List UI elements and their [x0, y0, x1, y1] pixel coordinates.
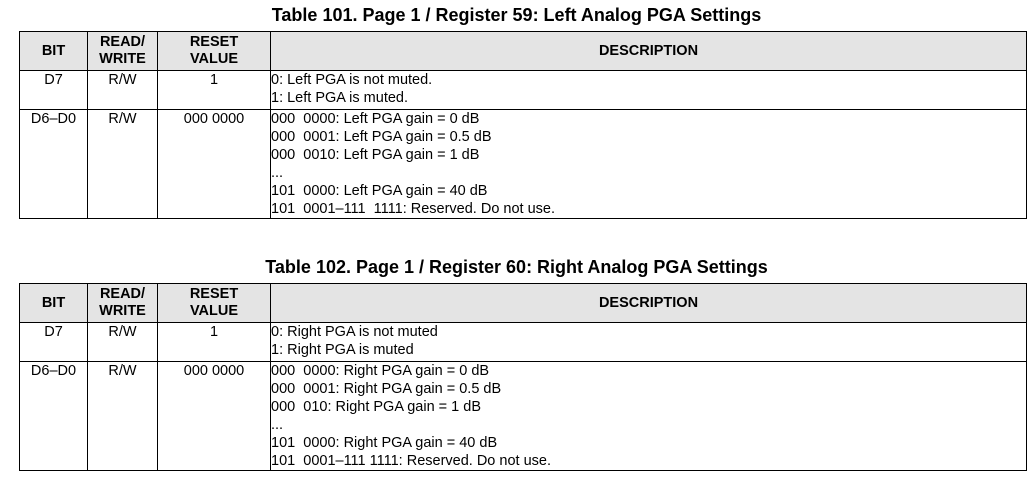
- bit-cell: D6–D0: [20, 362, 88, 471]
- header-read-write: READ/ WRITE: [88, 284, 158, 323]
- description-cell: [271, 110, 1027, 219]
- header-bit: BIT: [20, 32, 88, 71]
- description-line: ...: [271, 417, 284, 433]
- description-line: ...: [271, 165, 284, 181]
- read-write-cell: R/W: [88, 110, 158, 219]
- header-read-write: READ/ WRITE: [88, 32, 158, 71]
- table-row: [20, 71, 1027, 110]
- table-row: [20, 362, 1027, 471]
- table-101-title: Table 101. Page 1 / Register 59: Left Analog PGA Settings: [271, 5, 762, 25]
- description-line: 000 0001: Left PGA gain = 0.5 dB: [271, 129, 492, 145]
- table-102-title: Table 102. Page 1 / Register 60: Right Analog PGA Settings: [265, 257, 768, 277]
- header-reset-value: RESET VALUE: [158, 32, 271, 71]
- read-write-cell: R/W: [88, 362, 158, 471]
- bit-cell: D7: [20, 323, 88, 362]
- description-cell: [271, 71, 1027, 110]
- header-bit: BIT: [20, 284, 88, 323]
- description-line: 101 0001–111 1111: Reserved. Do not use.: [271, 453, 551, 469]
- table-row: [20, 323, 1027, 362]
- description-line: 101 0000: Left PGA gain = 40 dB: [271, 183, 488, 199]
- read-write-cell: R/W: [88, 71, 158, 110]
- read-write-cell: R/W: [88, 323, 158, 362]
- description-line: 000 0000: Right PGA gain = 0 dB: [271, 363, 490, 379]
- description-line: 101 0001–111 1111: Reserved. Do not use.: [271, 201, 556, 217]
- description-cell: [271, 323, 1027, 362]
- bit-cell: D6–D0: [20, 110, 88, 219]
- header-description: DESCRIPTION: [271, 284, 1027, 323]
- reset-value-cell: 000 0000: [158, 110, 271, 219]
- bit-cell: D7: [20, 71, 88, 110]
- description-line: 000 0001: Right PGA gain = 0.5 dB: [271, 381, 502, 397]
- register-59-table: [19, 31, 1027, 219]
- reset-value-cell: 1: [158, 323, 271, 362]
- description-line: 0: Right PGA is not muted: [271, 324, 438, 340]
- description-line: 101 0000: Right PGA gain = 40 dB: [271, 435, 498, 451]
- reset-value-cell: 000 0000: [158, 362, 271, 471]
- table-header-row: [20, 32, 1027, 71]
- table-header-row: [20, 284, 1027, 323]
- description-line: 000 010: Right PGA gain = 1 dB: [271, 399, 481, 415]
- table-row: [20, 110, 1027, 219]
- description-line: 000 0010: Left PGA gain = 1 dB: [271, 147, 480, 163]
- header-reset-value: RESET VALUE: [158, 284, 271, 323]
- description-line: 1: Left PGA is muted.: [271, 90, 409, 106]
- description-line: 1: Right PGA is muted: [271, 342, 414, 358]
- description-line: 0: Left PGA is not muted.: [271, 72, 433, 88]
- description-line: 000 0000: Left PGA gain = 0 dB: [271, 111, 480, 127]
- register-60-table: [19, 283, 1027, 471]
- header-description: DESCRIPTION: [271, 32, 1027, 71]
- description-cell: [271, 362, 1027, 471]
- reset-value-cell: 1: [158, 71, 271, 110]
